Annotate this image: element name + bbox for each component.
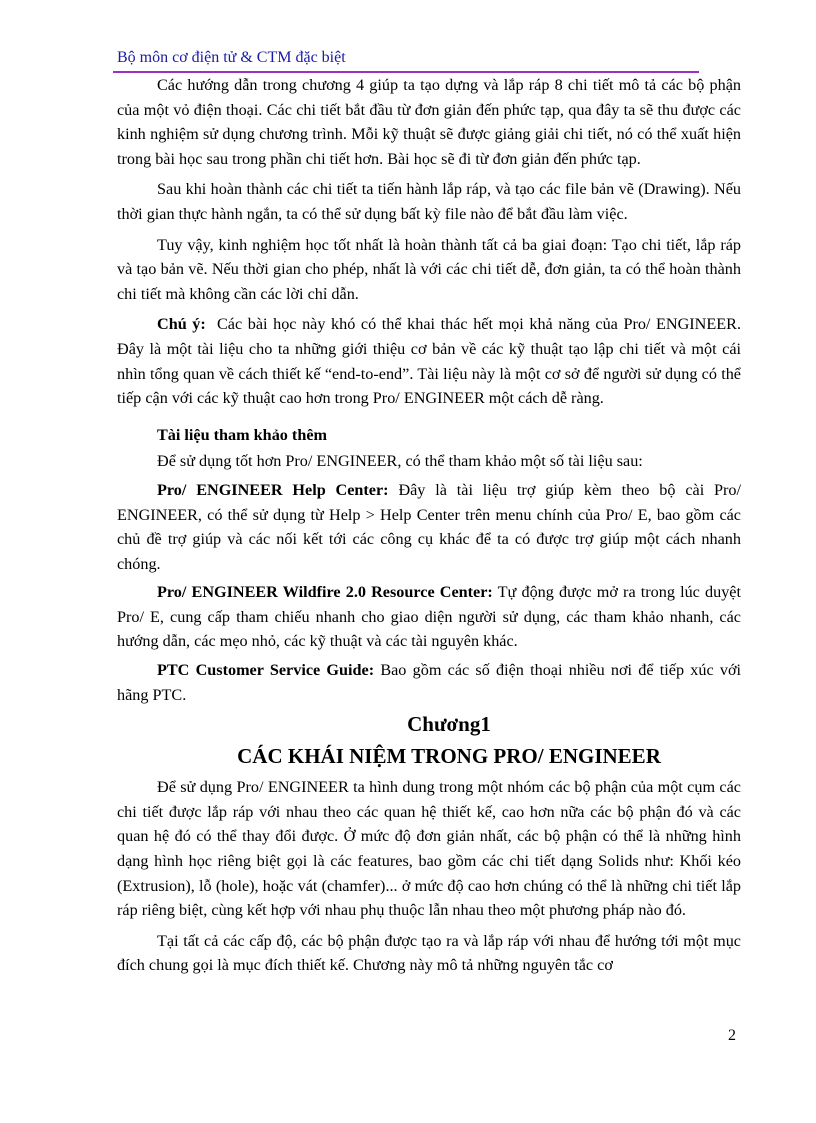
paragraph-intro-1: Các hướng dẫn trong chương 4 giúp ta tạo dựng và lắp ráp 8 chi tiết mô tả các bộ phận của một vỏ điện thoại. Các chi tiết bắt đầu từ đơn giản đến phức tạp, qua đây ta sẽ thu được các kinh nghiệm sử dụng chương trình. Mỗi kỹ thuật sẽ được giảng giải chi tiết, nó có thể xuất hiện trong bài học sau trong phần chi tiết hơn. Bài học sẽ đi từ đơn giản đến phức tạp. — [117, 76, 741, 168]
chapter-paragraph-1: Để sử dụng Pro/ ENGINEER ta hình dung trong một nhóm các bộ phận của một cụm các chi tiết được lắp ráp với nhau theo các quan hệ thiết kế, cao hơn nữa các bộ phận đó và các quan hệ đó có thể thay đổi được. Ở mức độ đơn giản nhất, các bộ phận có thể là những hình dạng hình học riêng biệt gọi là các features, bao gồm các chi tiết dạng Solids như: Khối kéo (Extrusion), lỗ (hole), hoặc vát (chamfer)... ở mức độ cao hơn chúng có thể là những chi tiết lắp ráp riêng biệt, cùng kết hợp với nhau phụ thuộc lẫn nhau theo một phương pháp nào đó. — [117, 778, 741, 920]
page-body — [117, 73, 741, 984]
reference-title: PTC Customer Service Guide: — [157, 661, 375, 680]
paragraph-intro-3: Tuy vậy, kinh nghiệm học tốt nhất là hoàn thành tất cả ba giai đoạn: Tạo chi tiết, lắp ráp và tạo bản vẽ. Nếu thời gian cho phép, nhất là với các chi tiết dễ, đơn giản, ta có thể hoàn thành chi tiết mà không cần các lời chỉ dẫn. — [117, 235, 741, 303]
page-number: 2 — [728, 1027, 736, 1044]
note-text: Các bài học này khó có thể khai thác hết mọi khả năng của Pro/ ENGINEER. Đây là một tài liệu cho ta những giới thiệu cơ bản về các kỹ thuật tạo lập chi tiết và một cái nhìn tổng quan về cách thiết kế “end-to-end”. Tài liệu này là một cơ sở để người sử dụng có thể tiếp cận với các kỹ thuật cao hơn trong Pro/ ENGINEER một cách dễ ràng. — [117, 315, 741, 408]
reference-item — [117, 658, 741, 707]
reference-title: Pro/ ENGINEER Wildfire 2.0 Resource Center: — [157, 583, 493, 602]
note-label: Chú ý: — [157, 315, 206, 334]
reference-item — [117, 580, 741, 654]
paragraph-note — [117, 312, 741, 410]
references-heading: Tài liệu tham khảo thêm — [157, 425, 327, 444]
reference-item — [117, 478, 741, 576]
page-header: Bộ môn cơ điện tử & CTM đặc biệt — [117, 49, 346, 66]
reference-text: Tự động được mở ra trong lúc duyệt Pro/ E, cung cấp tham chiếu nhanh cho giao diện người sử dụng, các tham khảo nhanh, các hướng dẫn, các mẹo nhỏ, các kỹ thuật và các tài nguyên khác. — [117, 583, 741, 651]
reference-text: Bao gồm các số điện thoại nhiều nơi để tiếp xúc với hãng PTC. — [117, 661, 742, 704]
references-intro: Để sử dụng tốt hơn Pro/ ENGINEER, có thể tham khảo một số tài liệu sau: — [157, 452, 643, 471]
chapter-paragraph-2: Tại tất cả các cấp độ, các bộ phận được tạo ra và lắp ráp với nhau để hướng tới một mục đích chung gọi là mục đích thiết kế. Chương này mô tả những nguyên tắc cơ — [117, 931, 741, 975]
chapter-number: Chương1 — [407, 712, 491, 737]
reference-text: Đây là tài liệu trợ giúp kèm theo bộ cài Pro/ ENGINEER, có thể sử dụng từ Help > Help Center trên menu chính của Pro/ E, bao gồm các chủ đề trợ giúp và các nối kết tới các công cụ khác để ta có được trợ giúp một cách nhanh chóng. — [117, 480, 742, 573]
chapter-title: CÁC KHÁI NIỆM TRONG PRO/ ENGINEER — [237, 744, 661, 769]
reference-title: Pro/ ENGINEER Help Center: — [157, 480, 389, 499]
paragraph-intro-2: Sau khi hoàn thành các chi tiết ta tiến hành lắp ráp, và tạo các file bản vẽ (Drawing). Nếu thời gian thực hành ngắn, ta có thể sử dụng bất kỳ file nào để bắt đầu làm việc. — [117, 180, 741, 223]
